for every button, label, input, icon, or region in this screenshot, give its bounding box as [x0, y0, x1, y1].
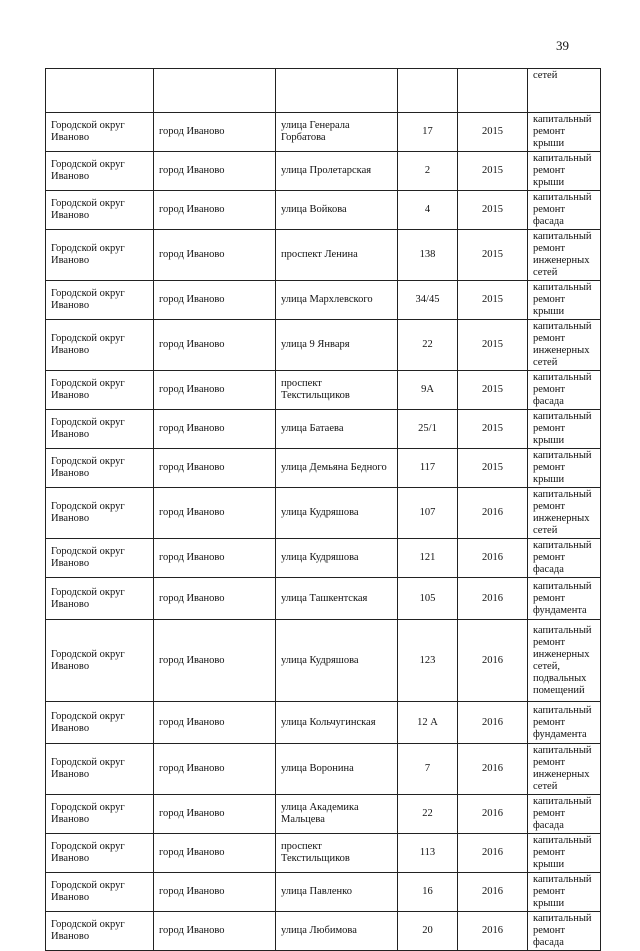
city-cell: город Иваново	[154, 320, 276, 371]
city-cell: город Иваново	[154, 578, 276, 620]
table-row	[46, 152, 601, 191]
work-type-cell: капитальный ремонт крыши	[528, 449, 601, 488]
district-cell	[46, 69, 154, 113]
table-row	[46, 744, 601, 795]
street-cell: улица Демьяна Бедного	[276, 449, 398, 488]
district-cell: Городской округ Иваново	[46, 320, 154, 371]
work-type-cell: капитальный ремонт инженерных сетей	[528, 230, 601, 281]
table-row	[46, 539, 601, 578]
year-cell: 2015	[458, 281, 528, 320]
table-row	[46, 281, 601, 320]
city-cell: город Иваново	[154, 152, 276, 191]
house-cell: 117	[398, 449, 458, 488]
work-type-cell: капитальный ремонт инженерных сетей	[528, 320, 601, 371]
street-cell: проспект Текстильщиков	[276, 371, 398, 410]
table-row	[46, 410, 601, 449]
house-cell: 138	[398, 230, 458, 281]
year-cell: 2016	[458, 539, 528, 578]
district-cell: Городской округ Иваново	[46, 152, 154, 191]
house-cell: 17	[398, 113, 458, 152]
work-type-cell: капитальный ремонт фасада	[528, 795, 601, 834]
table-row	[46, 834, 601, 873]
city-cell: город Иваново	[154, 191, 276, 230]
district-cell: Городской округ Иваново	[46, 834, 154, 873]
street-cell: улица Павленко	[276, 873, 398, 912]
street-cell: улица Пролетарская	[276, 152, 398, 191]
table-row	[46, 320, 601, 371]
year-cell	[458, 69, 528, 113]
street-cell: улица Войкова	[276, 191, 398, 230]
city-cell: город Иваново	[154, 410, 276, 449]
street-cell: улица Батаева	[276, 410, 398, 449]
work-type-cell: капитальный ремонт крыши	[528, 873, 601, 912]
district-cell: Городской округ Иваново	[46, 578, 154, 620]
year-cell: 2015	[458, 371, 528, 410]
street-cell: улица Любимова	[276, 912, 398, 951]
house-cell: 16	[398, 873, 458, 912]
year-cell: 2016	[458, 912, 528, 951]
district-cell: Городской округ Иваново	[46, 230, 154, 281]
table-row	[46, 191, 601, 230]
house-cell	[398, 69, 458, 113]
city-cell: город Иваново	[154, 230, 276, 281]
work-type-cell: сетей	[528, 69, 601, 113]
street-cell: проспект Текстильщиков	[276, 834, 398, 873]
city-cell: город Иваново	[154, 834, 276, 873]
district-cell: Городской округ Иваново	[46, 873, 154, 912]
house-cell: 9А	[398, 371, 458, 410]
work-type-cell: капитальный ремонт инженерных сетей, подвальных помещений	[528, 620, 601, 702]
district-cell: Городской округ Иваново	[46, 702, 154, 744]
district-cell: Городской округ Иваново	[46, 912, 154, 951]
street-cell: улица Кудряшова	[276, 620, 398, 702]
city-cell: город Иваново	[154, 912, 276, 951]
city-cell: город Иваново	[154, 873, 276, 912]
table-row	[46, 873, 601, 912]
table-row	[46, 113, 601, 152]
year-cell: 2016	[458, 488, 528, 539]
page-number: 39	[556, 38, 569, 53]
street-cell	[276, 69, 398, 113]
table-row	[46, 912, 601, 951]
street-cell: улица Кольчугинская	[276, 702, 398, 744]
city-cell: город Иваново	[154, 449, 276, 488]
house-cell: 123	[398, 620, 458, 702]
year-cell: 2016	[458, 834, 528, 873]
district-cell: Городской округ Иваново	[46, 410, 154, 449]
table-row	[46, 702, 601, 744]
house-cell: 12 А	[398, 702, 458, 744]
house-cell: 34/45	[398, 281, 458, 320]
work-type-cell: капитальный ремонт инженерных сетей	[528, 744, 601, 795]
street-cell: улица Генерала Горбатова	[276, 113, 398, 152]
district-cell: Городской округ Иваново	[46, 620, 154, 702]
year-cell: 2015	[458, 320, 528, 371]
street-cell: проспект Ленина	[276, 230, 398, 281]
street-cell: улица Мархлевского	[276, 281, 398, 320]
table-row	[46, 795, 601, 834]
year-cell: 2016	[458, 620, 528, 702]
table-row	[46, 578, 601, 620]
house-cell: 20	[398, 912, 458, 951]
house-cell: 105	[398, 578, 458, 620]
street-cell: улица Кудряшова	[276, 539, 398, 578]
table-row	[46, 449, 601, 488]
repair-schedule-table	[45, 68, 601, 951]
street-cell: улица Кудряшова	[276, 488, 398, 539]
table-row	[46, 371, 601, 410]
house-cell: 121	[398, 539, 458, 578]
year-cell: 2015	[458, 230, 528, 281]
work-type-cell: капитальный ремонт фасада	[528, 539, 601, 578]
city-cell: город Иваново	[154, 744, 276, 795]
city-cell: город Иваново	[154, 371, 276, 410]
work-type-cell: капитальный ремонт фасада	[528, 371, 601, 410]
district-cell: Городской округ Иваново	[46, 795, 154, 834]
district-cell: Городской округ Иваново	[46, 539, 154, 578]
city-cell: город Иваново	[154, 488, 276, 539]
street-cell: улица Академика Мальцева	[276, 795, 398, 834]
city-cell	[154, 69, 276, 113]
year-cell: 2015	[458, 152, 528, 191]
year-cell: 2015	[458, 191, 528, 230]
house-cell: 7	[398, 744, 458, 795]
house-cell: 107	[398, 488, 458, 539]
year-cell: 2016	[458, 744, 528, 795]
work-type-cell: капитальный ремонт крыши	[528, 152, 601, 191]
year-cell: 2016	[458, 873, 528, 912]
table-row	[46, 230, 601, 281]
continuation-row	[46, 69, 601, 113]
work-type-cell: капитальный ремонт крыши	[528, 113, 601, 152]
work-type-cell: капитальный ремонт крыши	[528, 281, 601, 320]
city-cell: город Иваново	[154, 539, 276, 578]
work-type-cell: капитальный ремонт крыши	[528, 410, 601, 449]
house-cell: 25/1	[398, 410, 458, 449]
district-cell: Городской округ Иваново	[46, 281, 154, 320]
street-cell: улица Ташкентская	[276, 578, 398, 620]
work-type-cell: капитальный ремонт крыши	[528, 834, 601, 873]
house-cell: 22	[398, 320, 458, 371]
year-cell: 2016	[458, 702, 528, 744]
city-cell: город Иваново	[154, 113, 276, 152]
work-type-cell: капитальный ремонт инженерных сетей	[528, 488, 601, 539]
district-cell: Городской округ Иваново	[46, 191, 154, 230]
work-type-cell: капитальный ремонт фундамента	[528, 578, 601, 620]
city-cell: город Иваново	[154, 620, 276, 702]
table-row	[46, 488, 601, 539]
house-cell: 22	[398, 795, 458, 834]
table-row	[46, 620, 601, 702]
district-cell: Городской округ Иваново	[46, 371, 154, 410]
year-cell: 2015	[458, 113, 528, 152]
district-cell: Городской округ Иваново	[46, 113, 154, 152]
street-cell: улица Воронина	[276, 744, 398, 795]
year-cell: 2015	[458, 449, 528, 488]
city-cell: город Иваново	[154, 702, 276, 744]
work-type-cell: капитальный ремонт фундамента	[528, 702, 601, 744]
year-cell: 2016	[458, 578, 528, 620]
district-cell: Городской округ Иваново	[46, 744, 154, 795]
year-cell: 2015	[458, 410, 528, 449]
house-cell: 4	[398, 191, 458, 230]
house-cell: 2	[398, 152, 458, 191]
city-cell: город Иваново	[154, 281, 276, 320]
district-cell: Городской округ Иваново	[46, 488, 154, 539]
city-cell: город Иваново	[154, 795, 276, 834]
work-type-cell: капитальный ремонт фасада	[528, 191, 601, 230]
district-cell: Городской округ Иваново	[46, 449, 154, 488]
house-cell: 113	[398, 834, 458, 873]
work-type-cell: капитальный ремонт фасада	[528, 912, 601, 951]
street-cell: улица 9 Января	[276, 320, 398, 371]
year-cell: 2016	[458, 795, 528, 834]
